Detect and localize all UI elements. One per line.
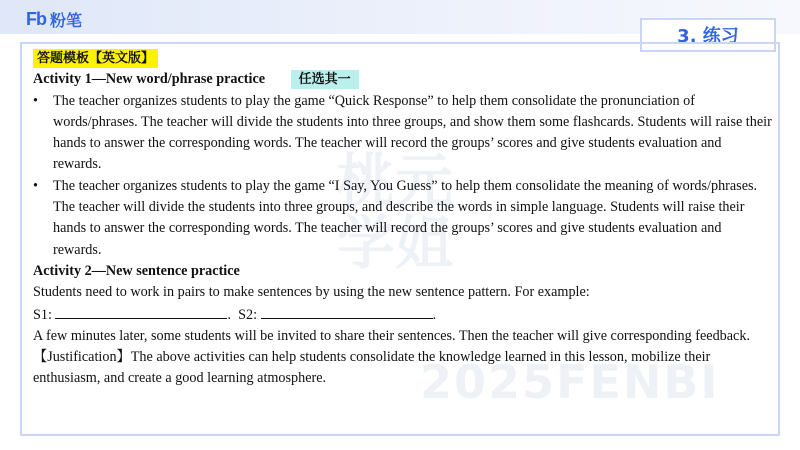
s2-blank	[261, 304, 433, 319]
logo-text: 粉笔	[50, 11, 83, 30]
watermark-english: 2025FENBI	[420, 355, 720, 409]
logo-mark: Fb	[26, 9, 46, 29]
activity1-title: Activity 1—New word/phrase practice	[33, 71, 266, 88]
bullet-text: The teacher organizes students to play the game “Quick Response” to help them consolidate the pronunciation of words/phrases. The teacher will divide the students into three groups, and show them some flashcards. Students will raise their hands to answer the corresponding words. The teacher will record the groups’ scores and give students evaluation and rewards.	[53, 92, 772, 173]
brand-logo	[26, 8, 82, 31]
s1-blank	[55, 304, 227, 319]
justification-text: 【Justification】The above activities can help students consolidate the knowledge learned in this lesson, mobilize their enthusiasm, and create a good learning atmosphere.	[33, 349, 711, 387]
s2-label: S2:	[238, 306, 258, 323]
list-item	[33, 91, 773, 176]
main-content	[33, 48, 773, 390]
s1-end: .	[227, 306, 232, 323]
list-item	[33, 176, 773, 261]
template-tag: 答题模板【英文版】	[33, 49, 158, 68]
bullet-icon: •	[33, 92, 38, 109]
activity2-title: Activity 2—New sentence practice	[33, 262, 240, 279]
followup-text: A few minutes later, some students will be invited to share their sentences. Then the teacher will give corresponding feedback.	[33, 327, 750, 344]
activity2-intro: Students need to work in pairs to make sentences by using the new sentence pattern. For example:	[33, 284, 590, 301]
bullet-icon: •	[33, 177, 38, 194]
section-title: 3. 练习	[640, 18, 776, 52]
watermark-chinese: 桃元学姐	[336, 147, 453, 277]
s2-end: .	[432, 306, 437, 323]
choose-one-tag: 任选其一	[291, 70, 359, 89]
sentence-blanks	[33, 304, 773, 326]
bullet-text: The teacher organizes students to play the game “I Say, You Guess” to help them consolidate the meaning of words/phrases. The teacher will divide the students into three groups, and describe the words in simple language. Students will raise their hands to answer the corresponding words. The teacher will record the groups’ scores and give students evaluation and rewards.	[53, 177, 758, 258]
s1-label: S1:	[33, 306, 52, 323]
